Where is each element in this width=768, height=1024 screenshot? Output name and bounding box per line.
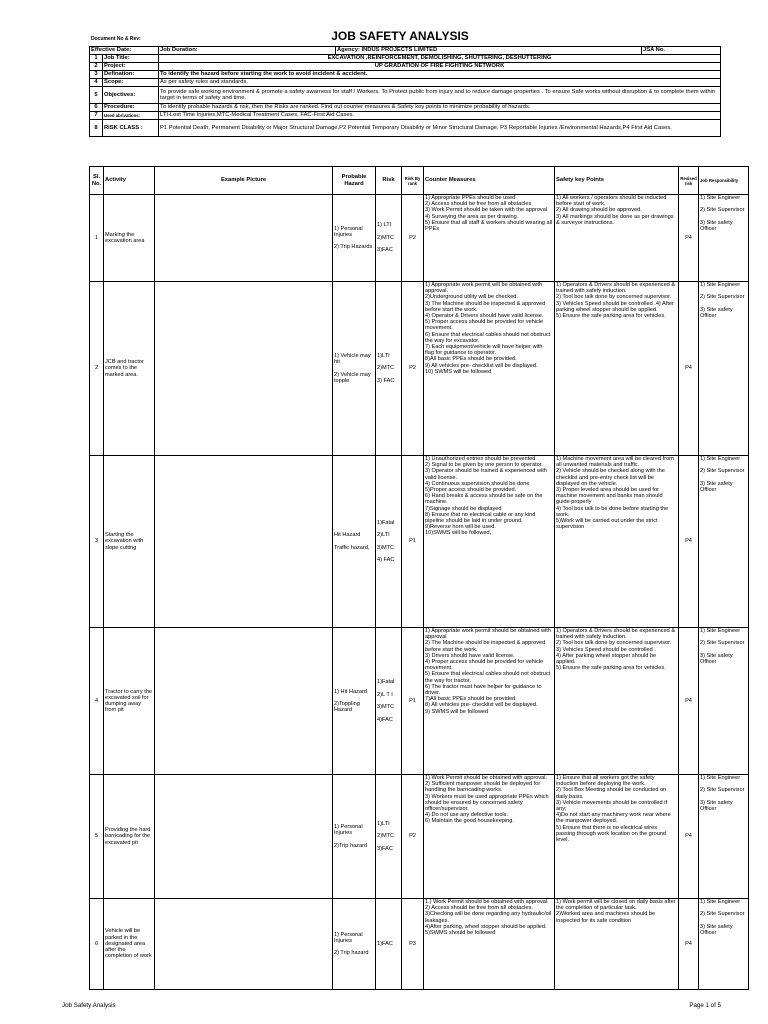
activity-cell: Vehicle will be parked in the designated area after the completion of work [104,899,155,990]
page-title: JOB SAFETY ANALYSIS [331,29,469,43]
definition-label: Defination: [103,71,159,79]
header-table [89,46,721,137]
counter-measures-cell: 1) Work Permit should be obtained with approval. 2) Sufficient manpower should be deployed for handling the barricading works. 3) Workers must be used appropriate PPEs which should be ensured by concerned safety officer/supervisor. 4) Do not use any defective tools. 6) Maintain the good housekeeping. [424,775,555,899]
risk-cell: 1) LTI 2)MTC 3)FAC [376,195,402,282]
revised-risk-cell: P4 [679,775,699,899]
hazard-cell: Hit Hazard Traffic hazard, [333,456,376,628]
row-number: 4 [90,628,104,775]
jsa-number-label: JSA No. [642,47,721,55]
table-row [90,775,749,899]
example-picture-cell [155,282,333,456]
table-row [90,195,749,282]
hazard-cell: 1) Personal Injuries 2) Trip hazard [333,899,376,990]
risk-rank-cell: P1 [402,628,424,775]
activity-cell: Marking the excavation area [104,195,155,282]
example-picture-cell [155,628,333,775]
definition-value: To identify the hazard before starting the work to avoid incident & accident. [159,71,721,79]
revised-risk-cell: P4 [679,195,699,282]
procedure-value: To identify probable hazards & risk, then the Risks are ranked. Find out counter measures & Safety key points to minimize probability of hazards. [159,104,721,112]
footer-document-name: Job Safety Analysis [62,1002,116,1009]
project-value: UP GRADATION OF FIRE FIGHTING NETWORK [159,63,721,71]
safety-key-points-cell: 1) Machine movement area will be cleared from all unwanted materials and traffic. 2) Vehicle should be checked along with the checklist and pre-entry check list will be displayed on the vehicle. 3) Proper leveled area should be used for machine movement and banks man should guide properly 4) Tool box talk to be done before starting the work. 5)Work will be carried out under the strict supervision [555,456,679,628]
job-responsibility-cell: 1) Site Engineer 2) Site Supervisor 3) Site safety Officer [699,628,749,775]
abbreviations-label: Used abrivations: [103,112,159,120]
risk-rank-cell: P2 [402,195,424,282]
risk-cell: 1)Fatal 2)LTI 3)MTC 4) FAC [376,456,402,628]
header-row-number: 5 [90,87,103,104]
hazard-cell: 1) Personal Injuries 2) Trip Hazards [333,195,376,282]
header-row-number: 4 [90,79,103,87]
safety-key-points-cell: 1) Operators & Drivers should be experienced & trained with safety induction. 2) Tool box talk done by concerned supervisor. 3) Vehicles Speed should be controlled .4) After parking wheel stopper should be applied. 5) Ensure the safe parking area for vehicles. [555,282,679,456]
activity-cell: Tractor to carry the excavated soil for dumping away from pit [104,628,155,775]
job-responsibility-cell: 1) Site Engineer 2) Site Supervisor 3) Site safety Officer [699,195,749,282]
project-label: Project: [103,63,159,71]
hazard-cell: 1) Vehicle may hit 2) Vehicle may topple [333,282,376,456]
header-row-number: 3 [90,71,103,79]
example-picture-cell [155,195,333,282]
header-row-number: 6 [90,104,103,112]
table-row [90,456,749,628]
safety-key-points-cell: 1) Operators & Drivers should be experienced & trained with safety induction. 2) Tool box talk done by concerned supervisor. 3) Vehicles Speed should be controlled . 4) After parking wheel stopper should be applied. 5) Ensure the safe parking area for vehicles. [555,628,679,775]
table-row [90,282,749,456]
risk-cell: 1)LTI 2)MTC 3) FAC [376,282,402,456]
example-picture-cell [155,899,333,990]
safety-key-points-cell: 1) Work permit will be closed on daily basis after the completion of particular task. 2)Worked area and machines should be inspected for its safe condition [555,899,679,990]
header-row-number: 2 [90,63,103,71]
column-header-activity: Activity [104,167,155,195]
row-number: 3 [90,456,104,628]
row-number: 2 [90,282,104,456]
column-header-risk: Risk [376,167,402,195]
risk-rank-cell: P2 [402,282,424,456]
example-picture-cell [155,456,333,628]
procedure-label: Procedure: [103,104,159,112]
revised-risk-cell: P4 [679,899,699,990]
risk-class-label: RISK CLASS : [103,120,159,137]
header-row-number: 8 [90,120,103,137]
table-row [90,628,749,775]
abbreviations-value: LTI-Lost Time Injuries,MTC-Medical Treatment Cases, FAC-First Aid Cases. [159,112,721,120]
objectives-value: To provide safe working environment & promote a safety awarness for staff / Workers. To Protect public from injury and to reduce damage properties . To ensure Safe works without disruption & to complete them within target in terms of safety and time. [159,87,721,104]
risk-rank-cell: P3 [402,899,424,990]
risk-cell: 1)Fatal 2)L T I 3)MTC 4)FAC [376,628,402,775]
effective-date-label: Effective Date: [90,47,159,55]
hazard-cell: 1) Hit Hazard 2)Toppling Hazard [333,628,376,775]
job-responsibility-cell: 1) Site Engineer 2) Site Supervisor 3) Site safety Officer [699,282,749,456]
column-header-sl-no: Sl. No. [90,167,104,195]
row-number: 1 [90,195,104,282]
row-number: 5 [90,775,104,899]
counter-measures-cell: 1) Unauthorized entries should be prevented 2) Signal to be given by one person to operator. 3) Operator should be trained & experienced with valid license. 4) Continuous supervision should be done 5)Proper access should be provided. 6) Hand breaks & access should be safe on the machine. 7)Signage should be displayed 8) Ensure that no electrical cable or any kind pipeline should be laid in under ground. 9)Reverse horn will be used. 10)SWMS will be followed, [424,456,555,628]
safety-key-points-cell: 1) Ensure that all workers got the safety induction before deploying the work. 2) Tool Box Meeting should be conducted on daily basis. 3) Vehicle movements should be controlled if any; 4)Do not start any machinery work near where the manpower deployed. 5) Ensure that there is no electrical wires passing through work location on the ground level. [555,775,679,899]
column-header-counter-measures: Counter Measures [424,167,555,195]
job-duration-label: Job Duration: [159,47,336,55]
job-responsibility-cell: 1) Site Engineer 2) Site Supervisor 3) Site safety Officer [699,899,749,990]
jsa-activity-table [89,166,749,990]
objectives-label: Objectives: [103,87,159,104]
agency-label: Agency: INDUS PROJECTS LIMITED [336,47,642,55]
risk-cell: 1)LTI 2)MTC 3)FAC [376,775,402,899]
activity-cell: Starting the excavation with slope cutting [104,456,155,628]
job-responsibility-cell: 1) Site Engineer 2) Site Supervisor 3) Site safety Officer [699,456,749,628]
revised-risk-cell: P4 [679,282,699,456]
column-header-safety-key-points: Safety key Points [555,167,679,195]
safety-key-points-cell: 1) All workers / operators should be inducted before start of work. 2) All drawing should be approved. 3) All markings should be done as per drawings & surveyor instructions. [555,195,679,282]
row-number: 6 [90,899,104,990]
hazard-cell: 1) Personal Injuries 2)Trip hazard [333,775,376,899]
revised-risk-cell: P4 [679,456,699,628]
table-row [90,899,749,990]
job-title-label: Job Title: [103,55,159,63]
counter-measures-cell: 1.) Work Permit should be obtained with approval. 2) Access should be free from all obstacles. 3)Checking will be done regarding any hydraulic/oil leakages. 4)After parking, wheel stopper should be applied. 5)SWMS should be followed [424,899,555,990]
counter-measures-cell: 1) Appropriate work permit should be obtained with approval 2) The Machine should be inspected & approved before start the work. 3) Drivers should have valid license. 4) Proper access should be provided for vehicle movement. 5) Ensure that electrical cables should not obstruct the way for tractor. 6) The tractor must have helper for guidance to driver. 7)All basic PPEs should be provided. 8) All vehicles pre- checklist will be displayed. 9) SWMS will be followed [424,628,555,775]
footer-page-number: Page 1 of 5 [689,1002,721,1009]
column-header-probable-hazard: Probable Hazard [333,167,376,195]
scope-value: As per safety rules and standards. [159,79,721,87]
header-row-number: 1 [90,55,103,63]
activity-cell: JCB and tractor comes to the marked area. [104,282,155,456]
column-header-example-picture: Example Picture [155,167,333,195]
scope-label: Scope: [103,79,159,87]
revised-risk-cell: P4 [679,628,699,775]
activity-cell: Providing the hard barricading for the excavated pit [104,775,155,899]
job-responsibility-cell: 1) Site Engineer 2) Site Supervisor 3) Site safety Officer [699,775,749,899]
document-number-label: Document No & Rev: [91,36,141,42]
risk-class-value: P1 Potential Death, Permanent Disability or Major Structural Damage,P2 Potential Temporary Disability or Minor Structural Damage, P3 Reportable Injuries /Environmental Hazards,P4 First Aid Cases. [159,120,721,137]
column-header-job-responsibility: Job Responsibility [699,167,749,195]
header-row-number: 7 [90,112,103,120]
example-picture-cell [155,775,333,899]
column-header-revised-risk: Revised risk [679,167,699,195]
counter-measures-cell: 1) Appropriate PPEs should be used 2) Access should be free from all obstacles 3) Work Permit should be taken with the approval 4) Surveying the area as per drawing. 5) Ensure that all staff & workers should wearing all PPEs [424,195,555,282]
column-header-risk-by-rank: Risk By rank [402,167,424,195]
risk-rank-cell: P2 [402,775,424,899]
risk-rank-cell: P1 [402,456,424,628]
risk-cell: 1)FAC [376,899,402,990]
job-title-value: EXCAVATION ,REINFORCEMENT, DEMOLISHING, SHUTTERING, DESHUTTERING [159,55,721,63]
counter-measures-cell: 1) Appropriate work permit will be obtained with approval. 2)Underground utility will be checked. 3) The Machine should be inspected & approved before start the work. 4) Operator & Drivers should have valid license. 5) Proper access should be provided for vehicle movement. 6) Ensure that electrical cables should not obstruct the way for excavator. 7) Each equipment/vehicle will have helper with flag for guidance to operator. 8)All basic PPEs should be provided. 9) All vehicles pre- checklist will be displayed. 10) SWMS will be followed [424,282,555,456]
